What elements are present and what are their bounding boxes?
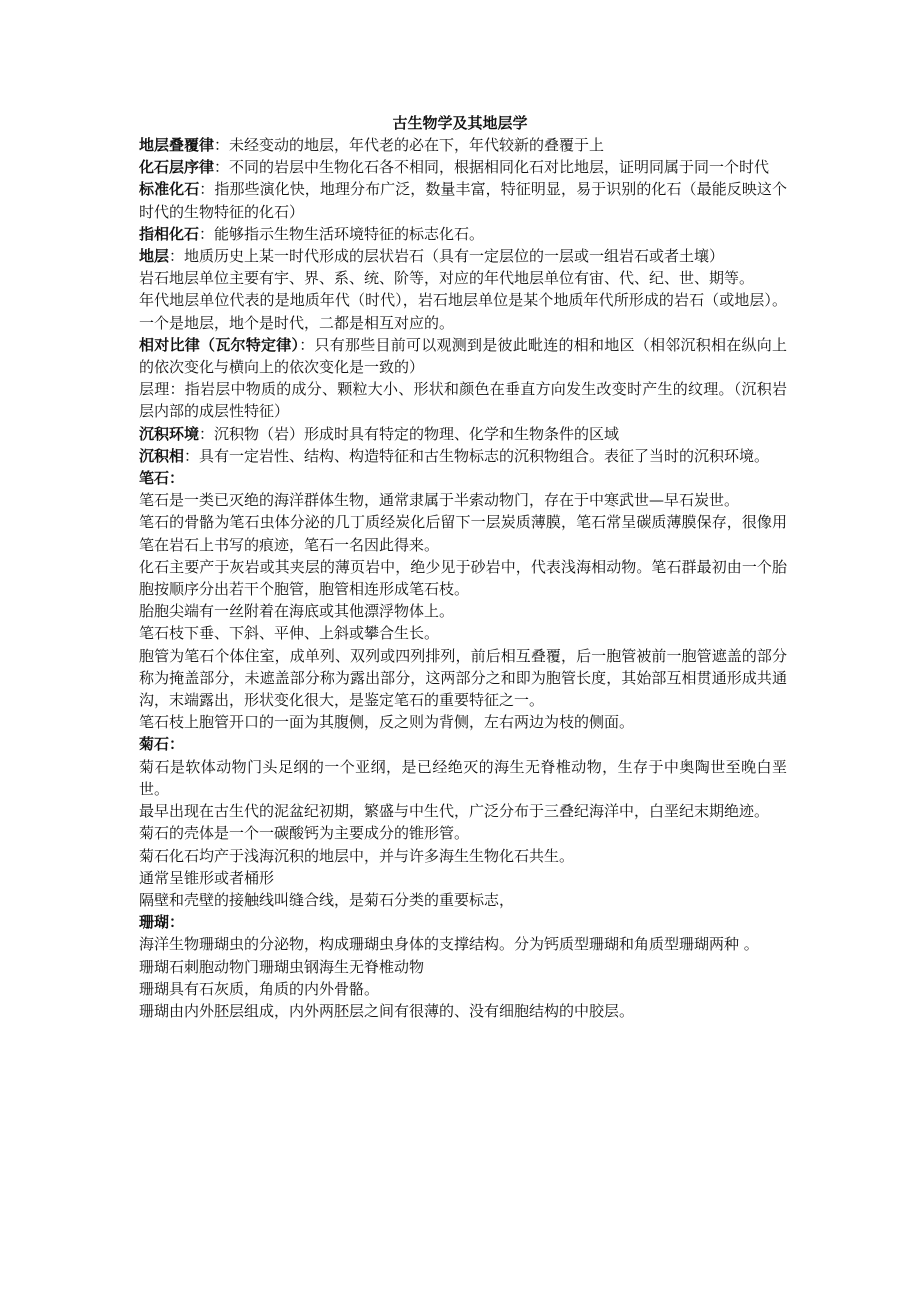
term-label: 沉积相 — [139, 446, 185, 465]
term-label: 标准化石 — [139, 180, 200, 199]
paragraph — [139, 556, 787, 600]
term-label: 地层叠覆律 — [139, 136, 215, 154]
paragraph — [139, 800, 787, 822]
paragraph-text: ：未经变动的地层，年代老的必在下，年代较新的叠覆于上 — [214, 136, 605, 154]
paragraph-text: 通常呈锥形或者桶形 — [139, 868, 275, 887]
paragraph-text: ：不同的岩层中生物化石各不相同，根据相同化石对比地层，证明同属于同一个时代 — [214, 158, 770, 177]
paragraph — [139, 978, 787, 1000]
paragraph — [139, 178, 787, 222]
paragraph — [139, 822, 787, 844]
term-label: 化石层序律 — [139, 158, 215, 177]
paragraph-text: 笔石是一类已灭绝的海洋群体生物，通常隶属于半索动物门，存在于中寒武世—早石炭世。 — [139, 491, 740, 510]
paragraph — [139, 600, 787, 622]
paragraph — [139, 267, 787, 289]
paragraph-text: 年代地层单位代表的是地质年代（时代），岩石地层单位是某个地质年代所形成的岩石（或地层）。一个是地层，地个是时代，二都是相互对应的。 — [139, 291, 787, 332]
term-label: 指相化石 — [139, 224, 200, 243]
document-title: 古生物学及其地层学 — [392, 114, 528, 132]
paragraph-text: 菊石是软体动物门头足纲的一个亚纲，是已经绝灭的海生无脊椎动物，生存于中奥陶世至晚白垩世。 — [139, 757, 787, 798]
paragraph — [139, 933, 787, 955]
paragraph-text: 胞管为笔石个体住室，成单列、双列或四列排列，前后相互叠覆，后一胞管被前一胞管遮盖的部分称为掩盖部分，未遮盖部分称为露出部分，这两部分之和即为胞管长度，其始部互相贯通形成共通沟，末端露出，形状变化很大，是鉴定笔石的重要特征之一。 — [139, 646, 787, 710]
paragraph-text: 胎胞尖端有一丝附着在海底或其他漂浮物体上。 — [139, 602, 455, 621]
paragraph — [139, 489, 787, 511]
paragraph-text: ：只有那些目前可以观测到是彼此毗连的相和地区（相邻沉积相在纵向上的依次变化与横向上的依次变化是一致的） — [139, 335, 787, 377]
paragraph-text: ：指那些演化快，地理分布广泛，数量丰富，特征明显，易于识别的化石（最能反映这个时代的生物特征的化石） — [139, 180, 787, 221]
paragraph-text: 珊瑚由内外胚层组成，内外两胚层之间有很薄的、没有细胞结构的中胶层。 — [139, 1001, 635, 1020]
paragraph — [139, 223, 787, 245]
paragraph — [139, 889, 787, 911]
paragraph — [139, 334, 787, 378]
paragraph-text: 珊瑚石刺胞动物门珊瑚虫钢海生无脊椎动物 — [139, 957, 425, 976]
paragraph — [139, 156, 787, 178]
paragraph — [139, 1000, 787, 1022]
paragraph — [139, 867, 787, 889]
paragraph-text: ：沉积物（岩）形成时具有特定的物理、化学和生物条件的区域 — [199, 424, 620, 443]
paragraph — [139, 245, 787, 267]
paragraph-text: 最早出现在古生代的泥盆纪初期，繁盛与中生代，广泛分布于三叠纪海洋中，白垩纪末期绝迹。 — [139, 802, 770, 821]
paragraph-text: 菊石化石均产于浅海沉积的地层中，并与许多海生生物化石共生。 — [139, 846, 575, 865]
paragraph — [139, 645, 787, 712]
paragraph — [139, 423, 787, 445]
paragraph-text: 珊瑚具有石灰质，角质的内外骨骼。 — [139, 979, 380, 998]
paragraph-text: 菊石的壳体是一个一碳酸钙为主要成分的锥形管。 — [139, 824, 470, 843]
term-label: 地层 — [139, 247, 170, 266]
paragraph — [139, 445, 787, 467]
section-heading: 笔石： — [139, 469, 185, 488]
paragraph-text: ：地质历史上某一时代形成的层状岩石（具有一定层位的一层或一组岩石或者土壤） — [169, 247, 725, 266]
paragraph-text: 笔石的骨骼为笔石虫体分泌的几丁质经炭化后留下一层炭质薄膜，笔石常呈碳质薄膜保存，很像用笔在岩石上书写的痕迹，笔石一名因此得来。 — [139, 513, 787, 554]
paragraph — [139, 289, 787, 333]
paragraph-text: 笔石枝下垂、下斜、平伸、上斜或攀合生长。 — [139, 624, 440, 643]
paragraph-text: ：具有一定岩性、结构、构造特征和古生物标志的沉积物组合。表征了当时的沉积环境。 — [184, 446, 770, 465]
term-label: 相对比律（瓦尔特定律） — [139, 335, 300, 354]
term-label: 沉积环境 — [139, 424, 200, 443]
paragraph — [139, 134, 787, 156]
paragraph — [139, 378, 787, 422]
paragraph-text: 隔壁和壳壁的接触线叫缝合线，是菊石分类的重要标志， — [139, 890, 515, 909]
paragraph — [139, 711, 787, 733]
paragraph-text: 层理：指岩层中物质的成分、颗粒大小、形状和颜色在垂直方向发生改变时产生的纹理。（沉积岩层内部的成层性特征） — [139, 380, 787, 421]
paragraph-text: 海洋生物珊瑚虫的分泌物，构成珊瑚虫身体的支撑结构。分为钙质型珊瑚和角质型珊瑚两种 。 — [139, 935, 759, 954]
paragraph-text: 岩石地层单位主要有宇、界、系、统、阶等，对应的年代地层单位有宙、代、纪、世、期等。 — [139, 269, 755, 288]
paragraph — [139, 622, 787, 644]
document-body — [139, 134, 787, 1022]
section-heading: 珊瑚： — [139, 913, 185, 932]
paragraph — [139, 956, 787, 978]
section-heading: 菊石： — [139, 735, 185, 754]
paragraph-text: ：能够指示生物生活环境特征的标志化石。 — [199, 224, 485, 243]
paragraph-text: 化石主要产于灰岩或其夹层的薄页岩中，绝少见于砂岩中，代表浅海相动物。笔石群最初由一个胎胞按顺序分出若干个胞管，胞管相连形成笔石枝。 — [139, 557, 787, 599]
paragraph — [139, 511, 787, 555]
paragraph-text: 笔石枝上胞管开口的一面为其腹侧，反之则为背侧，左右两边为枝的侧面。 — [139, 713, 635, 732]
paragraph — [139, 756, 787, 800]
paragraph — [139, 845, 787, 867]
